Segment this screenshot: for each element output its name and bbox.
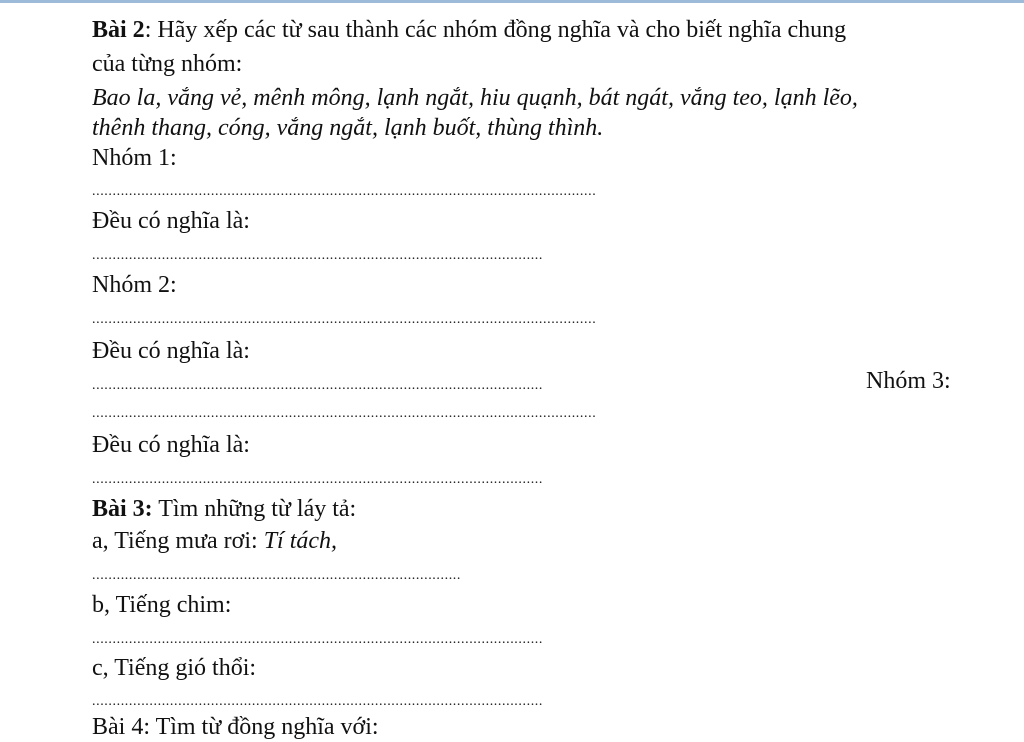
meaning1-label: Đều có nghĩa là: (92, 208, 250, 234)
item-a-answer-dots[interactable]: .......................................................................................... (92, 568, 461, 583)
exercise2-instruction-line1: : Hãy xếp các từ sau thành các nhóm đồng nghĩa và cho biết nghĩa chung (144, 17, 847, 43)
group1-answer-dots[interactable]: ........................................................................................................................... (92, 184, 597, 199)
group2-answer-dots[interactable]: ........................................................................................................................... (92, 312, 597, 327)
word-list-line1: Bao la, vắng vẻ, mênh mông, lạnh ngắt, hiu quạnh, bát ngát, vắng teo, lạnh lẽo, (92, 85, 858, 111)
meaning1-answer-dots[interactable]: .............................................................................................................. (92, 248, 543, 263)
item-b-answer-dots[interactable]: .............................................................................................................. (92, 632, 543, 647)
item-b-label: b, Tiếng chim: (92, 592, 232, 618)
meaning2-answer-dots[interactable]: .............................................................................................................. (92, 378, 543, 393)
group3-answer-dots[interactable]: ........................................................................................................................... (92, 406, 597, 421)
meaning3-label: Đều có nghĩa là: (92, 432, 250, 458)
meaning2-label: Đều có nghĩa là: (92, 338, 250, 364)
exercise3-heading (92, 494, 356, 524)
item-c-answer-dots[interactable]: .............................................................................................................. (92, 694, 543, 709)
item-a (92, 526, 337, 556)
group1-label: Nhóm 1: (92, 145, 177, 171)
item-c-label: c, Tiếng gió thổi: (92, 655, 257, 681)
exercise2-title: Bài 2 (92, 17, 145, 43)
exercise4-heading-cut: Bài 4: Tìm từ đồng nghĩa với: (92, 714, 379, 740)
group2-label: Nhóm 2: (92, 272, 177, 298)
word-list-line2: thênh thang, cóng, vắng ngắt, lạnh buốt, thùng thình. (92, 115, 604, 141)
exercise3-instruction: Tìm những từ láy tả: (152, 496, 357, 522)
meaning3-answer-dots[interactable]: .............................................................................................................. (92, 472, 543, 487)
exercise2-instruction-line2: của từng nhóm: (92, 51, 243, 77)
exercise3-title: Bài 3: (92, 496, 153, 522)
exercise2-heading (92, 15, 846, 45)
item-a-example: Tí tách, (263, 528, 338, 554)
group3-label: Nhóm 3: (866, 368, 951, 394)
item-a-label: a, Tiếng mưa rơi: (92, 528, 264, 554)
